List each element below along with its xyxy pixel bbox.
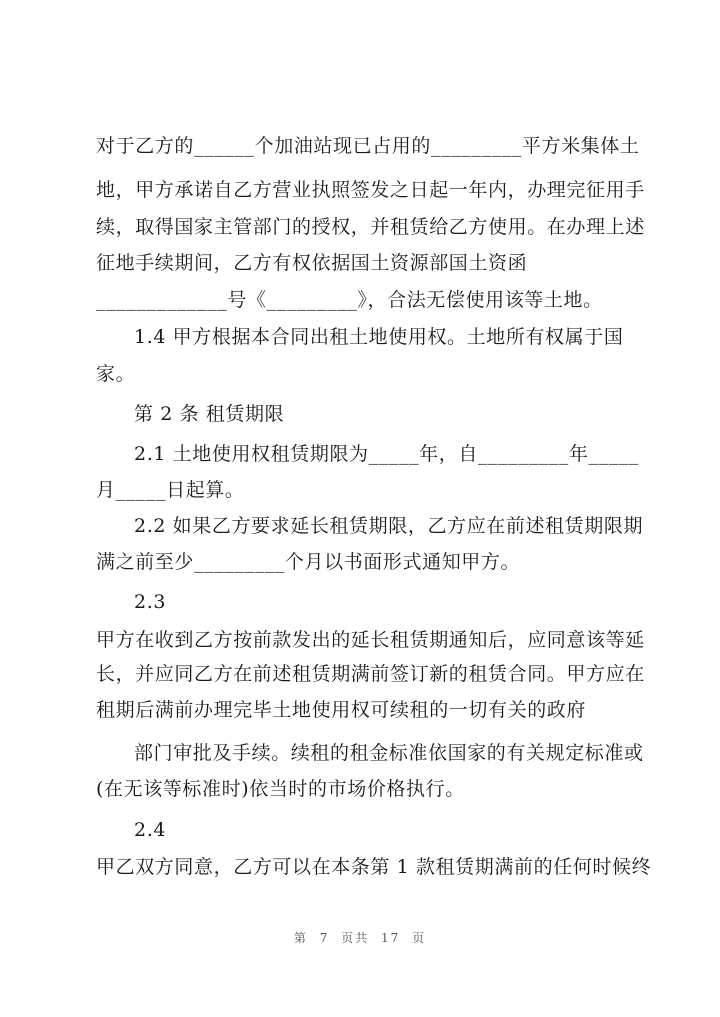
footer-total-pages: 17 bbox=[381, 931, 401, 945]
clause-number: 2.3 bbox=[134, 591, 167, 613]
text-line: (在无该等标准时)依当时的市场价格执行。 bbox=[96, 778, 465, 800]
text-line: 1.4 甲方根据本合同出租土地使用权。土地所有权属于国 bbox=[134, 326, 624, 348]
text-line: 征地手续期间，乙方有权依据国土资源部国土资函 bbox=[96, 252, 528, 274]
text-line: 2.1 土地使用权租赁期限为_____年，自_________年_____ bbox=[134, 443, 639, 465]
clause-number: 2.4 bbox=[134, 819, 167, 841]
footer-middle: 页共 bbox=[341, 931, 370, 945]
page-footer bbox=[0, 929, 720, 946]
text-line: 长，并应同乙方在前述租赁期满前签订新的租赁合同。甲方应在 bbox=[96, 663, 645, 685]
footer-prefix: 第 bbox=[293, 931, 308, 945]
text-line: 2.2 如果乙方要求延长租赁期限，乙方应在前述租赁期限期 bbox=[134, 515, 644, 537]
text-line: 续，取得国家主管部门的授权，并租赁给乙方使用。在办理上述 bbox=[96, 216, 645, 238]
footer-page-number: 7 bbox=[319, 931, 330, 945]
text-line: 对于乙方的______个加油站现已占用的_________平方米集体土 bbox=[96, 135, 640, 157]
text-line: 家。 bbox=[96, 363, 136, 385]
text-line: 甲乙双方同意，乙方可以在本条第 1 款租赁期满前的任何时候终 bbox=[96, 856, 652, 878]
text-line: 月_____日起算。 bbox=[96, 479, 245, 501]
text-line: _____________号《_________》，合法无偿使用该等土地。 bbox=[96, 289, 603, 311]
section-heading: 第 2 条 租赁期限 bbox=[134, 403, 285, 425]
text-line: 租期后满前办理完毕土地使用权可续租的一切有关的政府 bbox=[96, 699, 587, 721]
text-line: 部门审批及手续。续租的租金标准依国家的有关规定标准或 bbox=[134, 742, 644, 764]
footer-suffix: 页 bbox=[412, 931, 427, 945]
text-line: 满之前至少_________个月以书面形式通知甲方。 bbox=[96, 551, 521, 573]
text-line: 甲方在收到乙方按前款发出的延长租赁期通知后，应同意该等延 bbox=[96, 629, 645, 651]
text-line: 地，甲方承诺自乙方营业执照签发之日起一年内，办理完征用手 bbox=[96, 179, 645, 201]
